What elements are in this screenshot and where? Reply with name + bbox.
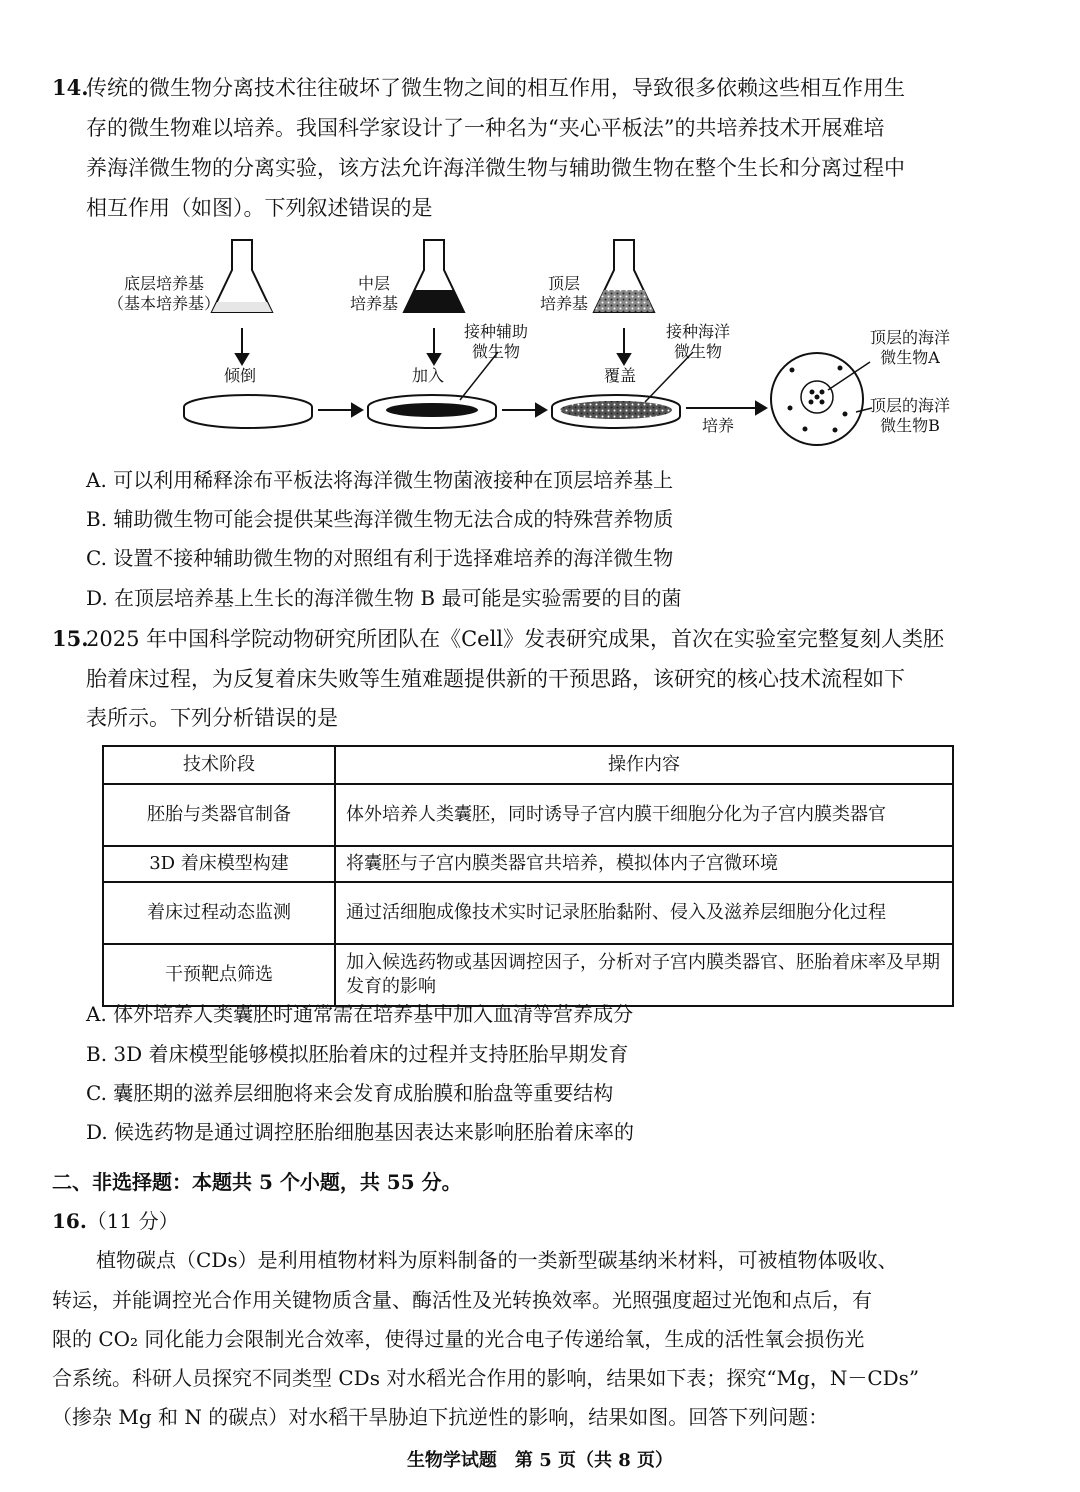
inoculate-helper-label [464, 322, 528, 362]
question-15-text-line-3: 表所示。下列分析错误的是 [86, 706, 338, 730]
table-cell-stage: 着床过程动态监测 [103, 882, 335, 944]
bottom-medium-flask-icon [212, 240, 272, 312]
middle-medium-label-line-1: 中层 [358, 274, 391, 293]
question-16-number: 16. [52, 1209, 87, 1233]
middle-medium-label-line-2: 培养基 [350, 294, 399, 313]
question-15-option-c: C. 囊胚期的滋养层细胞将来会发育成胎膜和胎盘等重要结构 [86, 1081, 614, 1105]
top-medium-label-line-1: 顶层 [548, 274, 581, 293]
question-16-header [52, 1207, 179, 1235]
marine-microbe-a-label [870, 328, 950, 368]
step-pour-label: 倾倒 [224, 366, 257, 385]
table-row [103, 784, 953, 846]
inoculate-marine-label [666, 322, 730, 362]
question-14-option-c: C. 设置不接种辅助微生物的对照组有利于选择难培养的海洋微生物 [86, 546, 674, 570]
diagram-drawing [100, 232, 980, 447]
question-14-text-line-2: 存的微生物难以培养。我国科学家设计了一种名为“夹心平板法”的共培养技术开展难培 [86, 116, 885, 140]
question-15-option-a: A. 体外培养人类囊胚时通常需在培养基中加入血清等营养成分 [86, 1002, 634, 1026]
question-15-option-b: B. 3D 着床模型能够模拟胚胎着床的过程并支持胚胎早期发育 [86, 1042, 629, 1066]
technology-process-table [102, 745, 954, 1007]
table-cell-content: 体外培养人类囊胚，同时诱导子宫内膜干细胞分化为子宫内膜类器官 [335, 784, 953, 846]
question-14-option-d: D. 在顶层培养基上生长的海洋微生物 B 最可能是实验需要的目的菌 [86, 586, 682, 610]
question-15-text-line-1: 2025 年中国科学院动物研究所团队在《Cell》发表研究成果，首次在实验室完整复刻人类胚 [86, 627, 945, 651]
plate-3-icon [552, 395, 680, 428]
question-16-text-line-2: 转运，并能调控光合作用关键物质含量、酶活性及光转换效率。光照强度超过光饱和点后，有 [52, 1288, 872, 1312]
question-15-text-line-2: 胎着床过程，为反复着床失败等生殖难题提供新的干预思路，该研究的核心技术流程如下 [86, 667, 905, 691]
top-medium-label-line-2: 培养基 [540, 294, 589, 313]
bottom-medium-label-line-1: 底层培养基 [124, 274, 205, 293]
bottom-medium-label-line-2: （基本培养基） [108, 294, 221, 313]
table-header-row [103, 746, 953, 784]
question-14-text-line-3: 养海洋微生物的分离实验，该方法允许海洋微生物与辅助微生物在整个生长和分离过程中 [86, 156, 905, 180]
table-cell-stage: 3D 着床模型构建 [103, 846, 335, 882]
inoculate-marine-line-2: 微生物 [674, 342, 723, 361]
question-14-text-line-1: 传统的微生物分离技术往往破坏了微生物之间的相互作用，导致很多依赖这些相互作用生 [86, 76, 905, 100]
top-medium-label [540, 274, 588, 314]
question-14-number: 14. [52, 75, 89, 100]
question-16-text-line-3: 限的 CO₂ 同化能力会限制光合效率，使得过量的光合电子传递给氧，生成的活性氧会损伤光 [52, 1327, 865, 1351]
down-arrows [236, 328, 630, 364]
table-cell-content: 加入候选药物或基因调控因子，分析对子宫内膜类器官、胚胎着床率及早期发育的影响 [335, 944, 953, 1006]
page-footer: 生物学试题 第 5 页（共 8 页） [406, 1450, 674, 1471]
table-row [103, 882, 953, 944]
top-medium-flask-icon [594, 240, 654, 312]
inoculate-marine-line-1: 接种海洋 [666, 322, 731, 341]
section-2-heading: 二、非选择题：本题共 5 个小题，共 55 分。 [52, 1170, 462, 1194]
middle-medium-label [350, 274, 398, 314]
marine-microbe-b-label [870, 396, 950, 436]
marine-microbe-b-line-2: 微生物B [880, 416, 940, 435]
question-16-text-line-5: （掺杂 Mg 和 N 的碳点）对水稻干旱胁迫下抗逆性的影响，结果如图。回答下列问题： [52, 1405, 829, 1429]
table-cell-content: 将囊胚与子宫内膜类器官共培养，模拟体内子宫微环境 [335, 846, 953, 882]
table-cell-stage: 胚胎与类器官制备 [103, 784, 335, 846]
step-add-label: 加入 [412, 366, 445, 385]
plate-2-icon [368, 395, 496, 428]
table-cell-stage: 干预靶点筛选 [103, 944, 335, 1006]
step-cover-label: 覆盖 [604, 366, 637, 385]
inoculate-helper-line-1: 接种辅助 [464, 322, 529, 341]
plate-1-icon [184, 395, 312, 428]
middle-medium-flask-icon [404, 240, 464, 312]
marine-microbe-b-line-1: 顶层的海洋 [870, 396, 951, 415]
sandwich-plate-diagram [100, 232, 980, 447]
table-row [103, 846, 953, 882]
question-16-text-line-4: 合系统。科研人员探究不同类型 CDs 对水稻光合作用的影响，结果如下表；探究“Mg，N－CDs” [52, 1366, 920, 1390]
question-14-option-a: A. 可以利用稀释涂布平板法将海洋微生物菌液接种在顶层培养基上 [86, 468, 674, 492]
step-culture-label: 培养 [702, 416, 735, 435]
question-15-option-d: D. 候选药物是通过调控胚胎细胞基因表达来影响胚胎着床率的 [86, 1120, 635, 1144]
table-header-content: 操作内容 [335, 746, 953, 784]
inoculate-helper-line-2: 微生物 [472, 342, 521, 361]
question-16-text-line-1: 植物碳点（CDs）是利用植物材料为原料制备的一类新型碳基纳米材料，可被植物体吸收、 [96, 1248, 898, 1272]
table-header-stage: 技术阶段 [103, 746, 335, 784]
question-15-number: 15. [52, 626, 89, 651]
marine-microbe-a-line-1: 顶层的海洋 [870, 328, 951, 347]
question-14-text-line-4: 相互作用（如图）。下列叙述错误的是 [86, 196, 433, 220]
question-16-score: （11 分） [86, 1209, 179, 1233]
marine-microbe-a-line-2: 微生物A [880, 348, 940, 367]
question-14-option-b: B. 辅助微生物可能会提供某些海洋微生物无法合成的特殊营养物质 [86, 507, 674, 531]
bottom-medium-label [108, 274, 220, 314]
table-row [103, 944, 953, 1006]
table-cell-content: 通过活细胞成像技术实时记录胚胎黏附、侵入及滋养层细胞分化过程 [335, 882, 953, 944]
result-plate-icon [771, 353, 863, 445]
